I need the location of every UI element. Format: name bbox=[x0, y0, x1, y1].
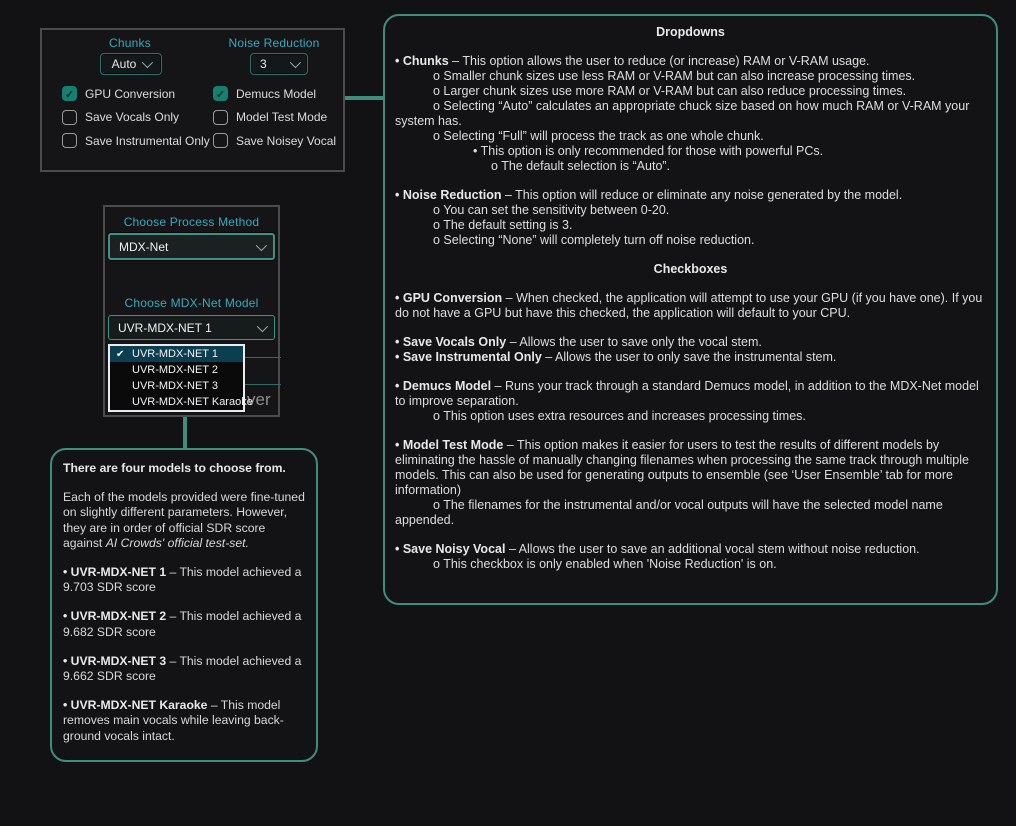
help-text: – When checked, the application will attempt to use your GPU (if you have one). If you do not have a GPU but have this checked, the application will default to your CPU. bbox=[395, 291, 983, 320]
help-text: o Selecting “Full” will process the track as one whole chunk. bbox=[433, 129, 764, 143]
note-paragraph bbox=[63, 565, 305, 595]
checkbox[interactable] bbox=[62, 110, 213, 125]
help-line bbox=[395, 144, 986, 159]
mdx-model-dropdown-list bbox=[108, 344, 253, 412]
note-bold-text: • UVR-MDX-NET 1 bbox=[63, 565, 170, 580]
help-text: – Runs your track through a standard Demucs model, in addition to the MDX-Net model to improve separation. bbox=[395, 379, 979, 408]
dropdown-option-label: UVR-MDX-NET Karaoke bbox=[132, 396, 253, 408]
help-text: Checkboxes bbox=[653, 262, 728, 276]
help-line bbox=[395, 218, 986, 233]
check-icon bbox=[65, 87, 74, 101]
help-line bbox=[395, 54, 986, 69]
help-text: o The default selection is “Auto”. bbox=[491, 159, 671, 173]
note-paragraph bbox=[63, 609, 305, 639]
obscured-ui-line bbox=[245, 357, 281, 358]
help-line bbox=[395, 542, 986, 557]
help-text: – This option will reduce or eliminate any noise generated by the model. bbox=[504, 188, 903, 202]
note-text: – This model achieved a 9.703 SDR score bbox=[63, 565, 302, 595]
help-bold-text: • Model Test Mode bbox=[395, 438, 507, 452]
help-line bbox=[395, 335, 986, 350]
connector-line-horizontal bbox=[345, 96, 383, 100]
help-text: Dropdowns bbox=[656, 25, 725, 39]
help-text: o Selecting “None” will completely turn off noise reduction. bbox=[433, 233, 755, 247]
checkbox-label: Save Vocals Only bbox=[85, 110, 180, 125]
checkbox[interactable] bbox=[213, 110, 336, 125]
chevron-down-icon bbox=[256, 239, 267, 250]
help-line bbox=[395, 557, 986, 572]
help-line bbox=[395, 233, 986, 248]
checkbox-label: Save Instrumental Only bbox=[85, 133, 210, 148]
checkbox-label: Save Noisey Vocal bbox=[236, 133, 337, 148]
help-line bbox=[395, 69, 986, 84]
chevron-down-icon bbox=[142, 57, 153, 68]
help-line bbox=[395, 262, 986, 277]
checkbox-box[interactable] bbox=[213, 110, 228, 125]
help-line bbox=[395, 438, 986, 498]
noise-select-value: 3 bbox=[260, 57, 267, 71]
dropdown-option[interactable] bbox=[110, 394, 253, 410]
help-line bbox=[395, 159, 986, 174]
checkbox-label: GPU Conversion bbox=[85, 86, 176, 101]
note-italic-text: AI Crowds' official test-set. bbox=[105, 535, 249, 550]
help-line bbox=[395, 99, 986, 129]
models-note-panel bbox=[50, 448, 318, 762]
dropdown-option-label: UVR-MDX-NET 1 bbox=[132, 348, 218, 360]
checkbox[interactable] bbox=[213, 133, 336, 148]
dropdown-option[interactable] bbox=[110, 378, 243, 394]
help-line bbox=[395, 498, 986, 528]
help-line bbox=[395, 365, 986, 379]
help-line bbox=[395, 350, 986, 365]
help-line bbox=[395, 424, 986, 438]
obscured-ui-line bbox=[245, 384, 281, 385]
note-text: – This model achieved a 9.682 SDR score bbox=[63, 609, 302, 639]
process-method-label: Choose Process Method bbox=[123, 215, 260, 229]
help-line bbox=[395, 277, 986, 291]
help-line bbox=[395, 409, 986, 424]
note-bold-text: • UVR-MDX-NET 3 bbox=[63, 653, 170, 668]
options-panel bbox=[40, 28, 345, 172]
dropdown-option[interactable] bbox=[110, 362, 243, 378]
help-bold-text: • Chunks bbox=[395, 54, 453, 68]
help-panel bbox=[383, 14, 998, 605]
mdx-model-select[interactable] bbox=[108, 315, 275, 340]
note-text: Each of the models provided were fine-tuned on slightly different parameters. However, they are in order of official SDR score against bbox=[63, 490, 305, 550]
checkbox-label: Demucs Model bbox=[236, 86, 317, 101]
help-text: – Allows the user to save only the vocal stem. bbox=[509, 335, 762, 349]
noise-reduction-label: Noise Reduction bbox=[228, 36, 320, 50]
help-bold-text: • Save Noisy Vocal bbox=[395, 542, 509, 556]
help-text: o Larger chunk sizes use more RAM or V-RAM but can also reduce processing times. bbox=[433, 84, 907, 98]
help-line bbox=[395, 203, 986, 218]
note-bold-text: • UVR-MDX-NET Karaoke bbox=[63, 698, 211, 713]
help-line bbox=[395, 528, 986, 542]
help-line bbox=[395, 188, 986, 203]
dropdown-option-label: UVR-MDX-NET 2 bbox=[132, 364, 218, 376]
noise-reduction-select[interactable] bbox=[250, 53, 308, 75]
help-text: o This option uses extra resources and increases processing times. bbox=[433, 409, 806, 423]
dropdown-option-label: UVR-MDX-NET 3 bbox=[132, 380, 218, 392]
note-paragraph bbox=[63, 698, 305, 744]
chevron-down-icon bbox=[257, 320, 268, 331]
check-icon bbox=[116, 346, 124, 363]
help-text: o You can set the sensitivity between 0-20. bbox=[433, 203, 670, 217]
help-text: – Allows the user to save an additional vocal stem without noise reduction. bbox=[508, 542, 920, 556]
check-icon bbox=[216, 87, 225, 101]
dropdown-option[interactable] bbox=[110, 346, 243, 362]
note-text: – This model removes main vocals while leaving back-ground vocals intact. bbox=[63, 698, 284, 743]
note-bold-text: • UVR-MDX-NET 2 bbox=[63, 609, 170, 624]
process-method-value: MDX-Net bbox=[119, 239, 169, 254]
help-text: – This option makes it easier for users to test the results of different models by eliminating the hassle of manually changing filenames when processing the same track through multiple models. This can also be used for generating outputs to ensemble (see ‘User Ensemble’ tab for more information) bbox=[395, 438, 969, 497]
mdx-model-value: UVR-MDX-NET 1 bbox=[118, 320, 212, 335]
help-text: o The default setting is 3. bbox=[433, 218, 573, 232]
checkbox-grid bbox=[62, 82, 336, 153]
help-text: o Selecting “Auto” calculates an appropriate chuck size based on how much RAM or V-RAM your system has. bbox=[395, 99, 970, 128]
help-text: o This checkbox is only enabled when 'Noise Reduction' is on. bbox=[433, 557, 777, 571]
note-paragraph bbox=[63, 461, 305, 476]
checkbox[interactable] bbox=[62, 86, 213, 101]
chunks-label: Chunks bbox=[109, 36, 151, 50]
help-line bbox=[395, 25, 986, 40]
note-text: – This model achieved a 9.662 SDR score bbox=[63, 653, 302, 684]
help-text: – Allows the user to only save the instrumental stem. bbox=[545, 350, 837, 364]
help-line bbox=[395, 291, 986, 321]
help-bold-text: • Demucs Model bbox=[395, 379, 495, 393]
checkbox-box[interactable] bbox=[62, 86, 77, 101]
connector-line-vertical bbox=[183, 417, 187, 448]
note-bold-text: There are four models to choose from. bbox=[63, 461, 286, 475]
checkbox[interactable] bbox=[213, 86, 336, 101]
chunks-select[interactable] bbox=[100, 53, 162, 75]
chunks-select-value: Auto bbox=[111, 57, 137, 71]
mdx-model-label: Choose MDX-Net Model bbox=[124, 296, 259, 310]
help-line bbox=[395, 379, 986, 409]
checkbox-box[interactable] bbox=[213, 133, 228, 148]
checkbox-label: Model Test Mode bbox=[236, 110, 328, 125]
help-text: o The filenames for the instrumental and/or vocal outputs will have the selected model name appended. bbox=[395, 498, 943, 527]
help-text: o Smaller chunk sizes use less RAM or V-RAM but can also increase processing times. bbox=[433, 69, 916, 83]
help-line bbox=[395, 84, 986, 99]
help-text: – This option allows the user to reduce (or increase) RAM or V-RAM usage. bbox=[452, 54, 870, 68]
checkbox-box[interactable] bbox=[62, 110, 77, 125]
help-bold-text: • Save Vocals Only bbox=[395, 335, 510, 349]
help-bold-text: • Noise Reduction bbox=[395, 188, 505, 202]
help-line bbox=[395, 40, 986, 54]
help-line bbox=[395, 174, 986, 188]
help-bold-text: • GPU Conversion bbox=[395, 291, 506, 305]
process-method-panel bbox=[103, 205, 280, 417]
checkbox-box[interactable] bbox=[213, 86, 228, 101]
help-bold-text: • Save Instrumental Only bbox=[395, 350, 546, 364]
note-paragraph bbox=[63, 490, 305, 551]
chevron-down-icon bbox=[290, 57, 301, 68]
note-paragraph bbox=[63, 654, 305, 684]
help-line bbox=[395, 248, 986, 262]
help-line bbox=[395, 321, 986, 335]
checkbox[interactable] bbox=[62, 133, 213, 148]
obscured-text: ver bbox=[247, 390, 271, 409]
help-line bbox=[395, 129, 986, 144]
checkbox-box[interactable] bbox=[62, 133, 77, 148]
help-text: • This option is only recommended for those with powerful PCs. bbox=[473, 144, 824, 158]
process-method-select[interactable] bbox=[108, 233, 275, 260]
